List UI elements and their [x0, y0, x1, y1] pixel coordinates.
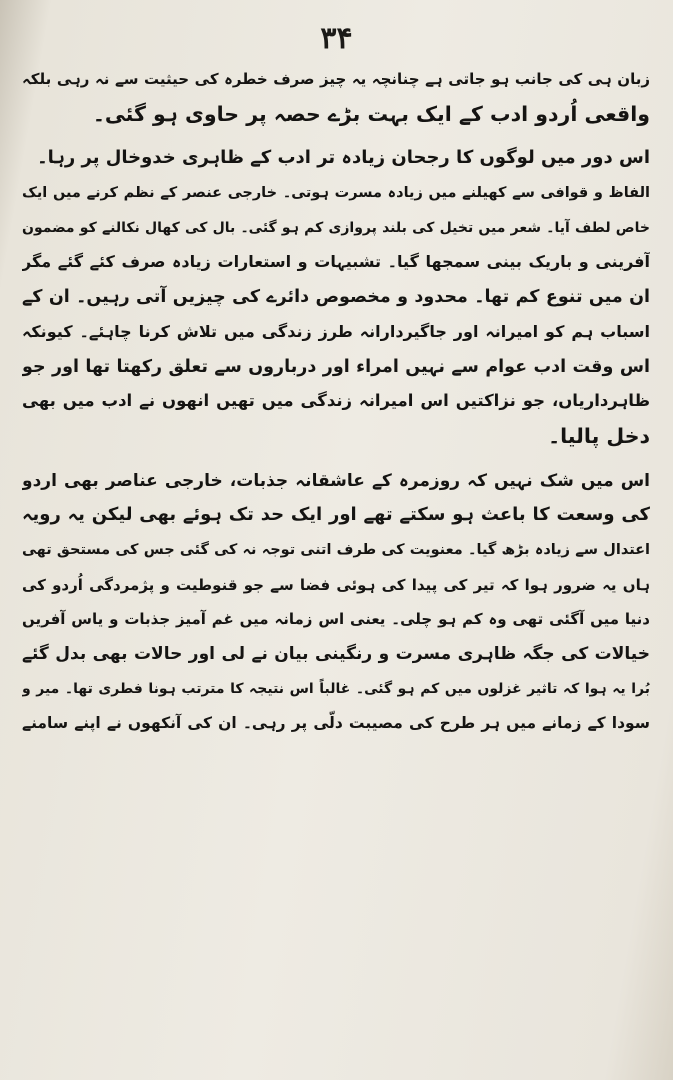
text-line: ان میں تنوع کم تھا۔ محدود و مخصوص دائرے کی چیزیں آتی رہیں۔ ان کے — [22, 287, 650, 308]
text-line: دنیا میں آگئی تھی وہ کم ہو چلی۔ یعنی اس زمانہ میں غم آمیز جذبات و یاس آفریں — [22, 610, 650, 629]
text-line: اس میں شک نہیں کہ روزمرہ کے عاشقانہ جذبات، خارجی عناصر بھی اردو — [22, 470, 650, 491]
text-line: ہاں یہ ضرور ہوا کہ تیر کی پیدا کی ہوئی فضا سے جو قنوطیت و پژمردگی اُردو کی — [22, 575, 650, 594]
text-line: دخل پالیا۔ — [548, 423, 650, 448]
text-line: اسباب ہم کو امیرانہ اور جاگیردارانہ طرز زندگی میں تلاش کرنا چاہئے۔ کیونکہ — [22, 321, 650, 341]
text-line: اعتدال سے زیادہ بڑھ گیا۔ معنویت کی طرف اتنی توجہ نہ کی گئی جس کی مستحق تھی — [22, 541, 650, 558]
paragraph-3 — [22, 464, 650, 742]
text-line: سودا کے زمانے میں ہر طرح کی مصیبت دلّی پر رہی۔ ان کی آنکھوں نے اپنے سامنے — [22, 714, 650, 733]
text-line: اس وقت ادب عوام سے نہیں امراء اور درباروں سے تعلق رکھتا تھا اور جو — [22, 356, 650, 377]
text-line: خیالات کی جگہ ظاہری مسرت و رنگینی بیان نے لی اور حالات بھی بدل گئے — [22, 644, 650, 664]
page-text — [22, 62, 650, 741]
text-line: بُرا یہ ہوا کہ تاثیر غزلوں میں کم ہو گئی۔ غالباً اس نتیجہ کا مترتب ہونا فطری تھا۔ میر و — [22, 680, 650, 697]
text-line: واقعی اُردو ادب کے ایک بہت بڑے حصہ پر حاوی ہو گئی۔ — [92, 101, 650, 126]
page-number: ۳۴ — [320, 21, 353, 56]
text-line: ظاہرداریاں، جو نزاکتیں اس امیرانہ زندگی میں تھیں انھوں نے ادب میں بھی — [22, 391, 650, 411]
text-line: آفرینی و باریک بینی سمجھا گیا۔ تشبیہات و استعارات زیادہ صرف کئے گئے مگر — [22, 252, 650, 272]
text-line: اس دور میں لوگوں کا رجحان زیادہ تر ادب کے ظاہری خدوخال پر رہا۔ — [37, 147, 650, 169]
text-line: کی وسعت کا باعث ہو سکتے تھے اور ایک حد تک ہوئے بھی لیکن یہ رویہ — [22, 504, 650, 526]
text-line: الفاظ و قوافی سے کھیلنے میں زیادہ مسرت ہوتی۔ خارجی عنصر کے نظم کرنے میں ایک — [22, 185, 650, 202]
text-line: خاص لطف آیا۔ شعر میں تخیل کی بلند پروازی کم ہو گئی۔ بال کی کھال نکالنے کو مضمون — [22, 219, 650, 236]
paragraph-2 — [22, 141, 650, 453]
paragraph-1 — [22, 62, 650, 131]
text-line: زبان ہی کی جانب ہو جاتی ہے چنانچہ یہ چیز صرف خطرہ کی حیثیت سے نہ رہی بلکہ — [22, 70, 650, 88]
